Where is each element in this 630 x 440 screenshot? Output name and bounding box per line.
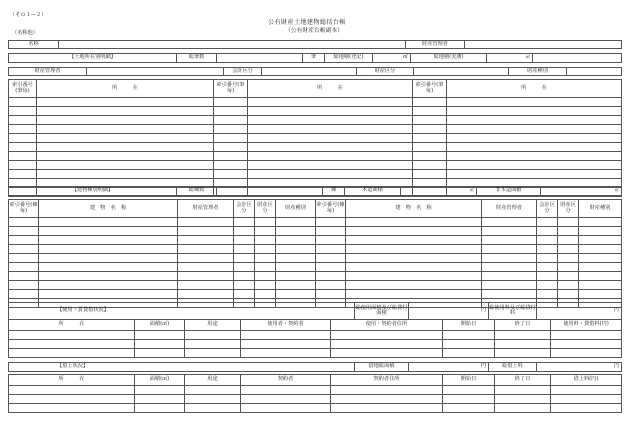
building-detail-table — [8, 199, 622, 308]
table-row — [9, 143, 622, 152]
borrowing-total-fee-value[interactable] — [537, 363, 622, 372]
land-manager-value[interactable] — [87, 68, 224, 76]
borrowing-use-header: 用途 — [185, 375, 241, 386]
land-property-class-value[interactable] — [414, 68, 509, 76]
land-location-header-1: 所 在 — [37, 80, 214, 98]
building-property-type-header-2: 財産種別 — [579, 200, 622, 218]
lending-total-area-label: 総使用面積及び総貸付面積 — [355, 303, 409, 320]
land-account-label: 会計区分 — [224, 68, 262, 76]
borrowing-total-area-label: 借地総面積 — [355, 363, 409, 372]
building-wooden-area-value[interactable] — [401, 187, 477, 196]
building-name-header-2: 建 物 名 称 — [346, 200, 482, 218]
building-nonwooden-area-value[interactable] — [541, 187, 622, 196]
table-row — [9, 290, 622, 299]
borrowing-area-header: 面積(㎡) — [135, 375, 185, 386]
lending-start-header: 開始日 — [443, 320, 495, 331]
lending-end-header: 終了日 — [495, 320, 551, 331]
lending-total-fee-unit: 円 — [613, 307, 619, 314]
borrowing-detail-table — [8, 374, 622, 413]
table-row — [9, 404, 622, 413]
borrowing-start-header: 開始日 — [443, 375, 495, 386]
land-index-header-2: 索引番号(筆毎) — [214, 80, 248, 98]
building-nonwooden-area-unit: ㎡ — [614, 187, 619, 193]
building-index-header-2: 索引番号(棟毎) — [316, 200, 346, 218]
building-manager-header-2: 財産管理者 — [482, 200, 537, 218]
table-row — [9, 272, 622, 281]
building-account-header-2: 会計区分 — [537, 200, 558, 218]
table-row — [9, 236, 622, 245]
land-class-table — [8, 67, 622, 76]
building-count-unit: 棟 — [323, 187, 345, 196]
land-property-type-label: 財産種別 — [509, 68, 567, 76]
land-property-class-label: 財産区分 — [357, 68, 414, 76]
table-row — [9, 349, 622, 358]
building-summary-table — [8, 186, 622, 196]
land-registered-area-label: 総地積(登記) — [325, 54, 373, 63]
building-name-header-1: 建 物 名 称 — [39, 200, 178, 218]
page-subtitle: （公有財産台帳副本） — [285, 28, 343, 34]
table-row — [9, 125, 622, 134]
table-row — [9, 152, 622, 161]
lending-total-area-value[interactable] — [409, 303, 489, 320]
land-actual-area-label: 総地積(実測) — [411, 54, 487, 63]
lending-summary-table — [8, 302, 622, 320]
borrowing-contractor-address-header: 契約者住所 — [331, 375, 443, 386]
land-actual-area-unit: ㎡ — [525, 54, 530, 60]
land-registered-area-unit: ㎡ — [373, 54, 411, 63]
borrowing-end-header: 終了日 — [495, 375, 551, 386]
lending-total-fee-value[interactable] — [537, 303, 622, 320]
building-nonwooden-area-label: 非木造面積 — [477, 187, 541, 196]
borrowing-total-area-value[interactable] — [409, 363, 489, 372]
building-manager-header-1: 財産管理者 — [178, 200, 234, 218]
lending-total-area-unit: 円 — [480, 307, 486, 314]
land-actual-area-value[interactable] — [487, 54, 533, 63]
lending-user-address-header: 使用・契約者住所 — [331, 320, 443, 331]
lending-area-header: 面積(㎡) — [135, 320, 185, 331]
lending-fee-header: 使用料・貸借料(円) — [551, 320, 622, 331]
lending-detail-table — [8, 319, 622, 358]
table-row — [9, 107, 622, 116]
table-row — [9, 395, 622, 404]
building-total-count-label: 総棟数 — [177, 187, 217, 196]
land-location-header-2: 所 在 — [248, 80, 413, 98]
borrowing-total-area-unit: 円 — [480, 363, 486, 370]
building-account-header-1: 会計区分 — [234, 200, 255, 218]
land-total-count-label: 総筆数 — [177, 54, 217, 63]
table-row — [9, 281, 622, 290]
table-row — [9, 254, 622, 263]
table-row — [9, 98, 622, 107]
land-account-value[interactable] — [262, 68, 357, 76]
table-row — [9, 116, 622, 125]
page-title: 公有財産土地建物総括台帳 — [268, 19, 346, 26]
land-index-header-3: 索引番号(筆毎) — [413, 80, 447, 98]
building-property-class-header-1: 財産区分 — [255, 200, 276, 218]
lending-user-header: 使用者・契約者 — [241, 320, 331, 331]
lending-use-header: 用途 — [185, 320, 241, 331]
table-row — [9, 227, 622, 236]
table-row — [9, 263, 622, 272]
table-row — [9, 386, 622, 395]
manager-value[interactable] — [465, 41, 622, 49]
land-manager-label: 財産管理者 — [9, 68, 87, 76]
building-property-class-header-2: 財産区分 — [558, 200, 579, 218]
land-property-type-value[interactable] — [567, 68, 622, 76]
land-total-count-value[interactable] — [217, 54, 303, 63]
borrowing-location-header: 所 在 — [9, 375, 135, 386]
lending-section-label: 【使用・賃貸借状況】 — [9, 303, 355, 320]
borrowing-summary-table — [8, 362, 622, 372]
building-wooden-area-label: 木造面積 — [345, 187, 401, 196]
table-row — [9, 134, 622, 143]
land-summary-table — [8, 53, 622, 63]
building-property-type-header-1: 財産種別 — [276, 200, 316, 218]
land-location-header-3: 所 在 — [447, 80, 622, 98]
building-section-label: 【建物棟別明細】 — [9, 187, 177, 196]
building-wooden-area-unit: ㎡ — [469, 187, 474, 193]
document-number: （その１―２） — [10, 12, 47, 18]
table-row — [9, 170, 622, 179]
table-row — [9, 331, 622, 340]
name-table — [8, 40, 622, 49]
name-label: 名称 — [9, 41, 59, 49]
building-total-count-value[interactable] — [217, 187, 323, 196]
borrowing-total-fee-unit: 円 — [613, 363, 619, 370]
land-section-label: 【土地所在別明細】 — [9, 54, 177, 63]
borrowing-contractor-header: 契約者 — [241, 375, 331, 386]
name-value[interactable] — [59, 41, 406, 49]
land-count-unit: 筆 — [303, 54, 325, 63]
borrowing-section-label: 【借上状況】 — [9, 363, 355, 372]
lending-total-fee-label: 総使用料及び総貸付料 — [489, 303, 537, 320]
land-actual-area-spacer — [533, 54, 622, 63]
building-index-header-1: 索引番号(棟毎) — [9, 200, 39, 218]
table-row — [9, 340, 622, 349]
land-detail-table — [8, 79, 622, 197]
table-row — [9, 218, 622, 227]
table-row — [9, 161, 622, 170]
classification-label: （名称他） — [12, 30, 38, 36]
borrowing-total-fee-label: 総借上料 — [489, 363, 537, 372]
borrowing-fee-header: 借上料(円) — [551, 375, 622, 386]
manager-label: 財産管理者 — [406, 41, 465, 49]
land-index-header-1: 索引番号(筆毎) — [9, 80, 37, 98]
table-row — [9, 245, 622, 254]
lending-location-header: 所 在 — [9, 320, 135, 331]
